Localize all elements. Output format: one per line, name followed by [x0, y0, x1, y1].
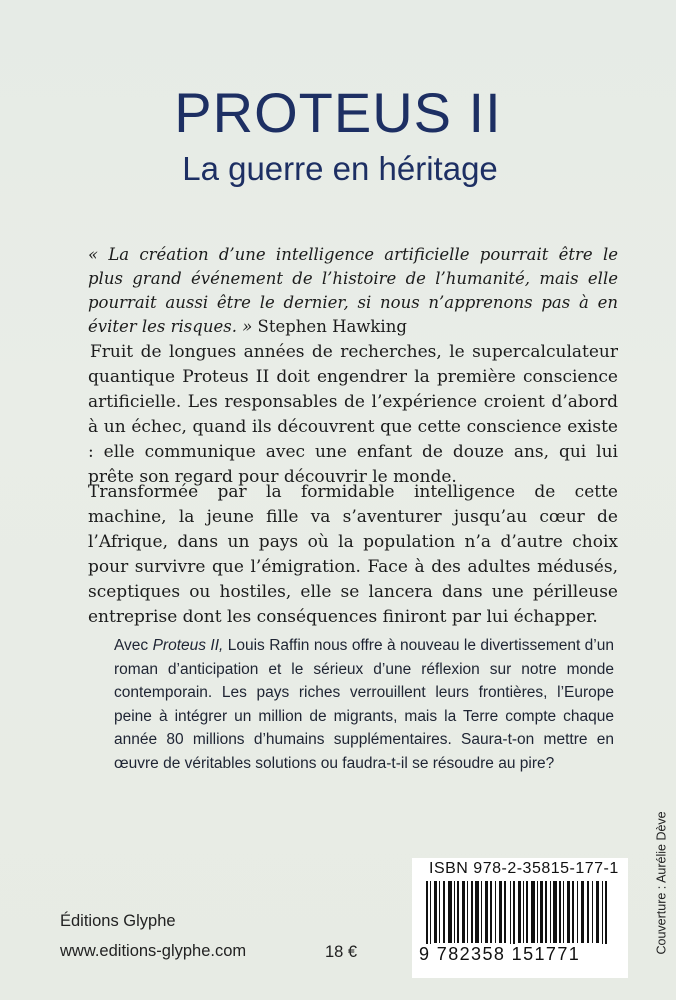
cover-credit: Couverture : Aurélie Dève [654, 811, 669, 955]
quote-author: Stephen Hawking [257, 317, 407, 336]
blurb-text: Louis Raffin nous offre à nouveau le divertissement d’un roman d’anticipation et le sérieux d’une réflexion sur notre monde contemporain. Les pays riches verrouillent leurs frontières, l’Europe peine à intégrer un million de migrants, mais la Terre compte chaque année 80 millions d’humains supplémentaires. Saura-t-on mettre en œuvre de véritables solutions ou faudra-t-il se résoudre au pire? [114, 637, 614, 772]
cover-credit-container [650, 780, 672, 960]
synopsis-paragraph-1: Fruit de longues années de recherches, le supercalculateur quantique Proteus II doit engendrer la première conscience artificielle. Les responsables de l’expérience croient d’abord à un échec, quand ils découvrent que cette conscience existe : elle communique avec une enfant de douze ans, qui lui prête son regard pour découvrir le monde. [88, 342, 618, 487]
price: 18 € [325, 943, 358, 961]
publisher-website: www.editions-glyphe.com [60, 942, 247, 960]
author-blurb [114, 634, 614, 775]
synopsis-paragraph-2: Transformée par la formidable intelligence de cette machine, la jeune fille va s’aventurer jusqu’au cœur de l’Afrique, dans un pays où la population n’a d’autre choix pour survivre que l’émigration. Face à des adultes médusés, sceptiques ou hostiles, elle se lancera dans une périlleuse entreprise dont les conséquences finiront par lui échapper. [88, 482, 618, 627]
blurb-lead: Avec [114, 637, 153, 654]
epigraph-quote [88, 243, 618, 339]
barcode-icon [424, 881, 612, 953]
quote-text: « La création d’une intelligence artificielle pourrait être le plus grand événement de l’histoire de l’humanité, mais elle pourrait aussi être le dernier, si nous n’apprenons pas à en éviter les risques. » [88, 245, 618, 336]
isbn-text: ISBN 978-2-35815-177-1 [429, 860, 619, 877]
publisher-name: Éditions Glyphe [60, 912, 176, 930]
blurb-book-title: Proteus II, [152, 637, 224, 654]
barcode-number: 9 782358 151771 [419, 944, 619, 965]
book-title: PROTEUS II [174, 81, 502, 144]
book-subtitle: La guerre en héritage [182, 150, 498, 187]
